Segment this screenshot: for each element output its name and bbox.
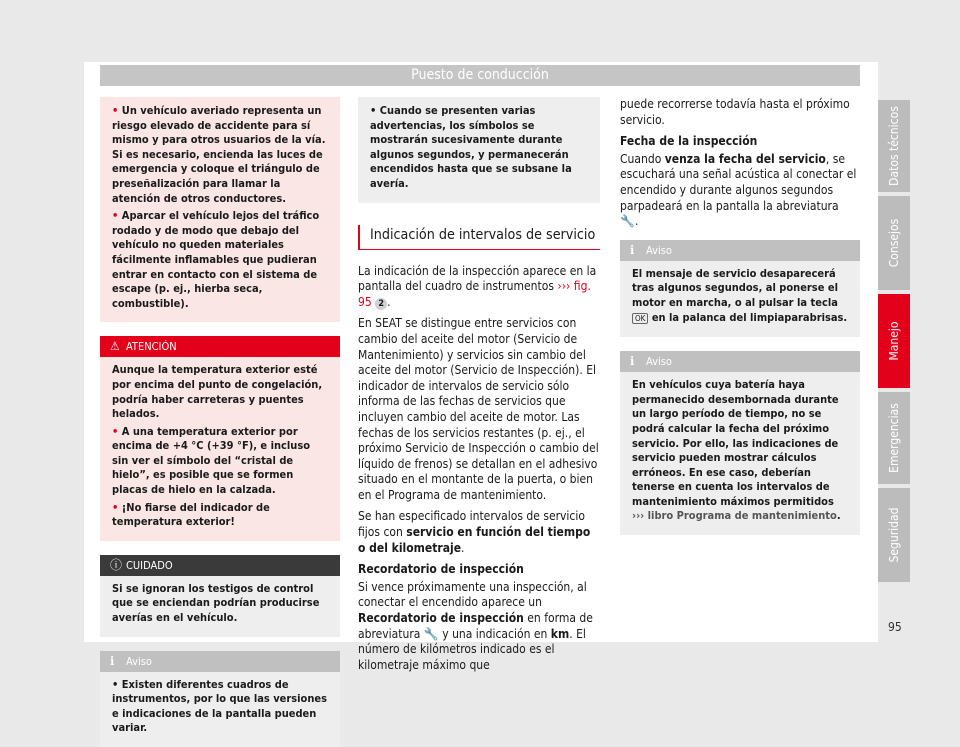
cuidado-header xyxy=(100,555,340,576)
paragraph-4: Si vence próximamente una inspección, al conectar el encendido aparece un Recordatorio de inspección en forma de abreviatura 🔧 y una indicación en km. El número de kilómetros indicado es el kilometraje máximo que xyxy=(358,579,593,672)
cuidado-title: CUIDADO xyxy=(126,558,173,572)
warning-box xyxy=(100,97,340,322)
paragraph-2: En SEAT se distingue entre servicios con cambio del aceite del motor (Servicio de Mantenimiento) y servicios sin cambio del aceite del motor (Servicio de Inspección). El indicador de intervalos de servicio sólo informa de las fechas de servicios que incluyen cambio del aceite de motor. Las fechas de los servicios restantes (p. ej., el próximo Servicio de Inspección o cambio del líquido de frenos) se detallan en el adhesivo situado en el montante de la puerta, o bien en el Programa de mantenimiento. xyxy=(358,316,599,502)
aviso-header xyxy=(100,651,340,672)
atencion-item: • A una temperatura exterior por encima de +4 °C (+39 °F), e incluso sin ver el símbolo del “cristal de hielo”, es posible que se formen placas de hielo en la calzada. xyxy=(112,425,328,498)
column-2 xyxy=(358,97,600,679)
warning-item: • Aparcar el vehículo lejos del tráfico rodado y de modo que debajo del vehículo no queden materiales fácilmente inflamables que pudieran entrar en contacto con el sistema de escape (p. ej., hierba seca, combustible). xyxy=(112,209,328,311)
aviso-header xyxy=(620,240,860,261)
aviso-box xyxy=(100,651,340,747)
aviso-text: • Existen diferentes cuadros de instrumentos, por lo que las versiones e indicaciones de la pantalla pueden variar. xyxy=(112,678,328,736)
tab-seguridad[interactable]: Seguridad xyxy=(878,488,910,582)
paragraph-1: La indicación de la inspección aparece en la pantalla del cuadro de instrumentos ››› fig. 95 2 . xyxy=(358,263,597,309)
service-wrench-icon: 🔧 xyxy=(620,214,635,229)
aviso-header xyxy=(620,351,860,372)
atencion-header xyxy=(100,336,340,357)
info-circle-icon: ⓘ xyxy=(110,557,123,572)
aviso-text: En vehículos cuya batería haya permanecido desembornada durante un largo período de tiempo, no se podrá calcular la fecha del próximo servicio. Por ello, las indicaciones de servicio pueden mostrar cálculos erróneos. En ese caso, deberían tenerse en cuenta los intervalos de mantenimiento máximos permitidos ››› libro Programa de mantenimiento. xyxy=(632,378,841,523)
tab-consejos[interactable]: Consejos xyxy=(878,196,910,290)
callout-number: 2 xyxy=(375,298,387,310)
column-3 xyxy=(620,97,860,535)
cuidado-box xyxy=(100,555,340,637)
warning-item: • Un vehículo averiado representa un riesgo elevado de accidente para sí mismo y para otros usuarios de la vía. Si es necesario, encienda las luces de emergencia y coloque el triángulo de preseñalización para llamar la atención de otros conductores. xyxy=(112,104,328,206)
column-1 xyxy=(100,97,340,747)
atencion-item: • ¡No fiarse del indicador de temperatura exterior! xyxy=(112,501,328,530)
tab-emergencias[interactable]: Emergencias xyxy=(878,392,910,484)
atencion-box xyxy=(100,336,340,541)
page-number: 95 xyxy=(888,620,902,634)
column-3-body xyxy=(620,97,860,230)
ok-key-icon: OK xyxy=(632,313,648,324)
page-header: Puesto de conducción xyxy=(100,65,860,86)
aviso-title: Aviso xyxy=(646,243,672,257)
subheading: Fecha de la inspección xyxy=(620,134,758,149)
cuidado-text: Si se ignoran los testigos de control que se enciendan podrían producirse averías en el vehículo. xyxy=(112,581,320,625)
top-info-box xyxy=(358,97,600,203)
manual-reference-link[interactable]: ››› libro Programa de mantenimiento xyxy=(632,509,837,523)
info-icon: ℹ xyxy=(110,653,115,668)
info-icon: ℹ xyxy=(630,354,635,369)
top-info-text: • Cuando se presenten varias advertencias, los símbolos se mostrarán sucesivamente durante algunos segundos, y permanecerán encendidos hasta que se subsane la avería. xyxy=(370,104,588,192)
paragraph-fecha: Cuando venza la fecha del servicio, se escuchará una señal acústica al conectar el encendido y durante algunos segundos parpadeará en la pantalla la abreviatura 🔧. xyxy=(620,151,857,229)
tab-datos-tecnicos[interactable]: Datos técnicos xyxy=(878,100,910,192)
aviso-text: El mensaje de servicio desaparecerá tras algunos segundos, al ponerse el motor en marcha, o al pulsar la tecla OK en la palanca del limpiaparabrisas. xyxy=(632,266,848,324)
figure-link[interactable]: ››› fig. 95 xyxy=(358,279,591,309)
section-body xyxy=(358,264,600,674)
tab-manejo[interactable]: Manejo xyxy=(878,294,910,388)
section-title: Indicación de intervalos de servicio xyxy=(358,225,600,250)
subheading: Recordatorio de inspección xyxy=(358,562,524,577)
service-wrench-icon: 🔧 xyxy=(423,626,439,641)
paragraph-3: Se han especificado intervalos de servicio fijos con servicio en función del tiempo o del kilometraje. xyxy=(358,509,591,555)
aviso-title: Aviso xyxy=(646,355,672,369)
aviso-box-2 xyxy=(620,351,860,535)
aviso-title: Aviso xyxy=(126,654,152,668)
info-icon: ℹ xyxy=(630,242,635,257)
paragraph-continued: puede recorrerse todavía hasta el próximo servicio. xyxy=(620,97,850,127)
aviso-box-1 xyxy=(620,240,860,337)
atencion-title: ATENCIÓN xyxy=(126,340,177,354)
atencion-intro: Aunque la temperatura exterior esté por encima del punto de congelación, podría haber carreteras y puentes helados. xyxy=(112,363,323,421)
warning-triangle-icon: ⚠ xyxy=(110,339,120,354)
